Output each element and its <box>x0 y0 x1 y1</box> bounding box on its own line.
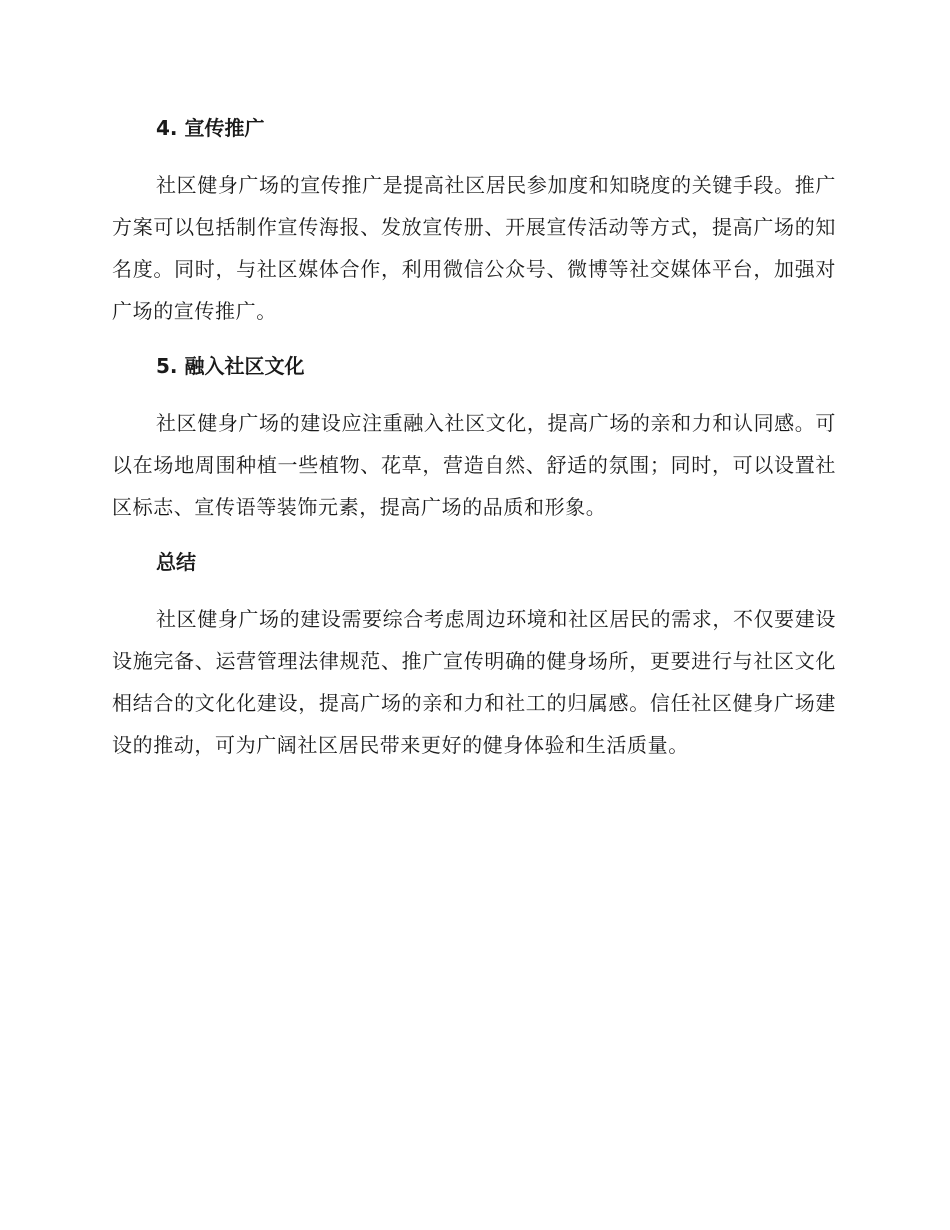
section-heading-community-culture: 5. 融入社区文化 <box>156 354 305 378</box>
section-body-summary: 社区健身广场的建设需要综合考虑周边环境和社区居民的需求，不仅要建设设施完备、运营管理法律规范、推广宣传明确的健身场所，更要进行与社区文化相结合的文化化建设，提高广场的亲和力和社工的归属感。信任社区健身广场建设的推动，可为广阔社区居民带来更好的健身体验和生活质量。 <box>112 607 836 757</box>
section-body-promotion: 社区健身广场的宣传推广是提高社区居民参加度和知晓度的关键手段。推广方案可以包括制作宣传海报、发放宣传册、开展宣传活动等方式，提高广场的知名度。同时，与社区媒体合作，利用微信公众号、微博等社交媒体平台，加强对广场的宣传推广。 <box>112 173 836 323</box>
section-heading-promotion: 4. 宣传推广 <box>156 116 265 140</box>
section-heading-summary: 总结 <box>156 550 196 574</box>
section-body-community-culture: 社区健身广场的建设应注重融入社区文化，提高广场的亲和力和认同感。可以在场地周围种植一些植物、花草，营造自然、舒适的氛围；同时，可以设置社区标志、宣传语等装饰元素，提高广场的品质和形象。 <box>112 411 836 519</box>
document-content <box>112 108 836 780</box>
